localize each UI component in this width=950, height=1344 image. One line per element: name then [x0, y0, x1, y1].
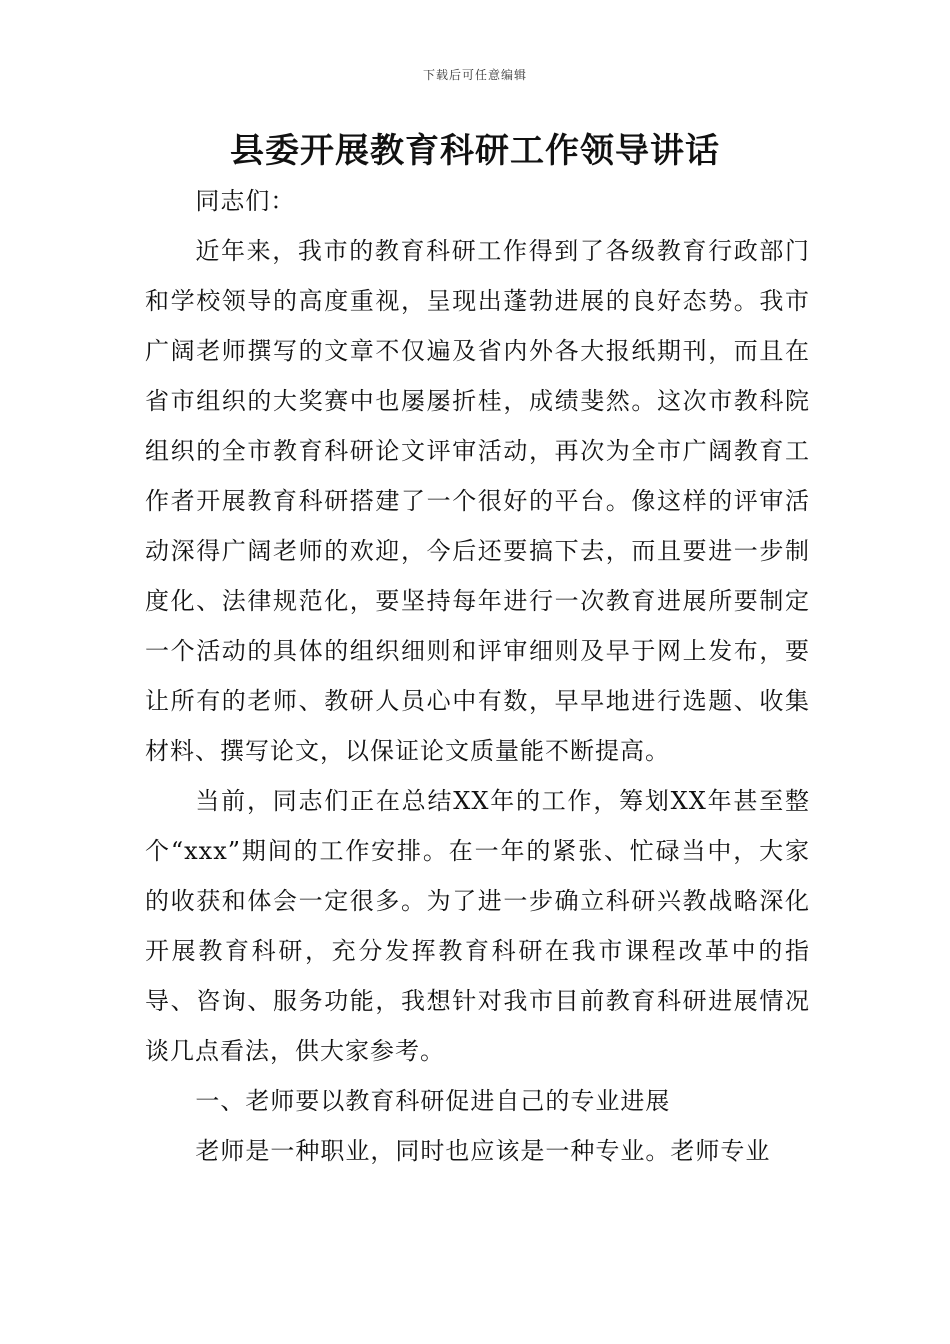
document-title: 县委开展教育科研工作领导讲话 — [230, 131, 720, 171]
paragraph-section-1: 老师是一种职业，同时也应该是一种专业。老师专业 — [195, 1137, 771, 1165]
salutation: 同志们： — [195, 187, 296, 215]
section-heading-1: 一、老师要以教育科研促进自己的专业进展 — [195, 1087, 671, 1115]
paragraph-intro: 近年来，我市的教育科研工作得到了各级教育行政部门和学校领导的高度重视，呈现出蓬勃进展的良好态势。我市广阔老师撰写的文章不仅遍及省内外各大报纸期刊，而且在省市组织的大奖赛中也屡屡折桂，成绩斐然。这次市教科院组织的全市教育科研论文评审活动，再次为全市广阔教育工作者开展教育科研搭建了一个很好的平台。像这样的评审活动深得广阔老师的欢迎，今后还要搞下去，而且要进一步制度化、法律规范化，要坚持每年进行一次教育进展所要制定一个活动的具体的组织细则和评审细则及早于网上发布，要让所有的老师、教研人员心中有数，早早地进行选题、收集材料、撰写论文，以保证论文质量能不断提高。 — [145, 237, 810, 765]
document-body — [145, 176, 810, 1176]
header-note: 下载后可任意编辑 — [422, 68, 527, 82]
paragraph-current-work: 当前，同志们正在总结XX年的工作，筹划XX年甚至整个“xxx”期间的工作安排。在一年的紧张、忙碌当中，大家的收获和体会一定很多。为了进一步确立科研兴教战略深化开展教育科研，充分发挥教育科研在我市课程改革中的指导、咨询、服务功能，我想针对我市目前教育科研进展情况谈几点看法，供大家参考。 — [145, 787, 810, 1065]
